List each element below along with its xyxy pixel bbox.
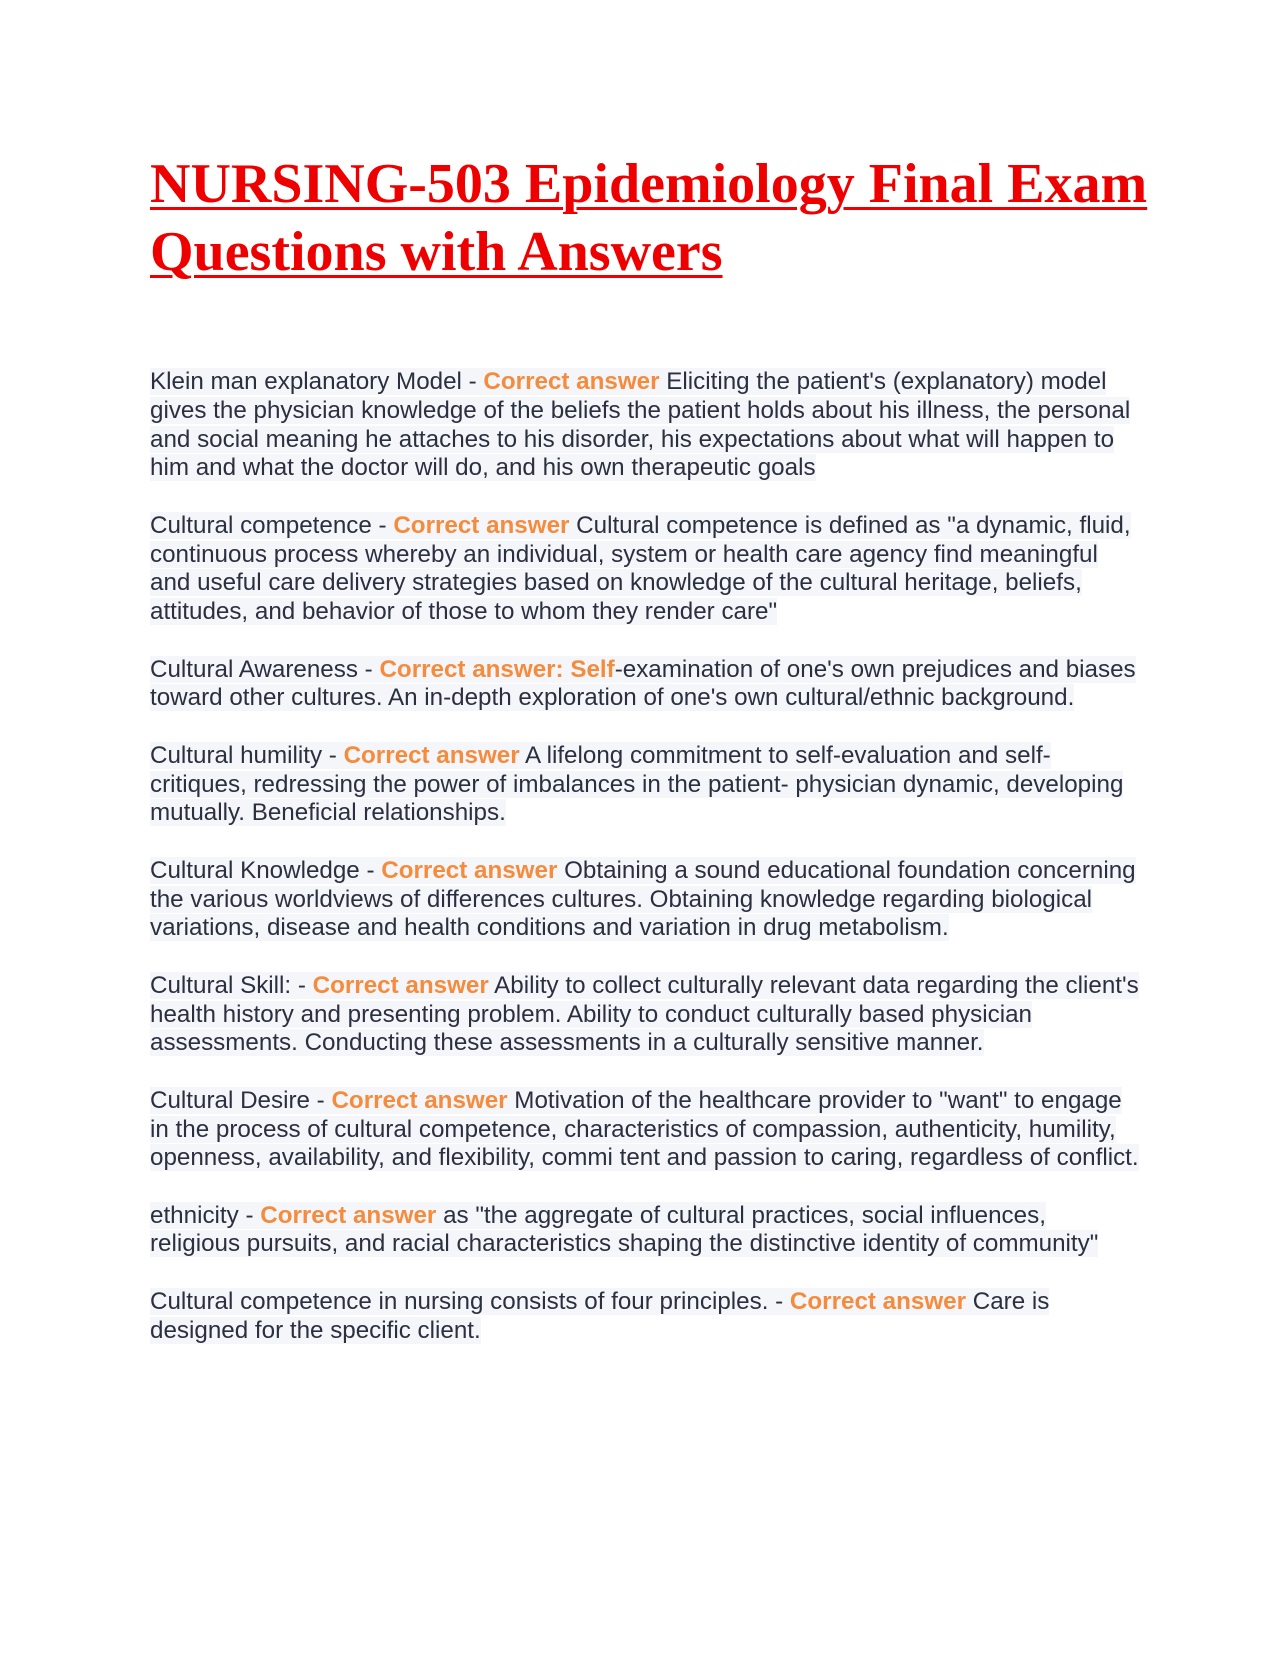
correct-answer-label: Correct answer bbox=[393, 511, 570, 539]
correct-answer-label: Correct answer bbox=[260, 1201, 437, 1229]
entry-term: Cultural humility - bbox=[150, 741, 344, 769]
qa-entry bbox=[150, 1087, 1140, 1173]
entry-answer: Care is designed for the specific client. bbox=[150, 1287, 1050, 1344]
correct-answer-label: Correct answer: Self bbox=[379, 655, 615, 683]
correct-answer-label: Correct answer bbox=[312, 971, 489, 999]
entry-term: Cultural Knowledge - bbox=[150, 856, 382, 884]
qa-entry bbox=[150, 1288, 1140, 1346]
correct-answer-label: Correct answer bbox=[331, 1086, 508, 1114]
qa-entry bbox=[150, 972, 1140, 1058]
entry-answer: A lifelong commitment to self-evaluation and self-critiques, redressing the power of imbalances in the patient- physician dynamic, developing mutually. Beneficial relationships. bbox=[150, 741, 1124, 827]
entry-term: Cultural Awareness - bbox=[150, 655, 380, 683]
qa-entry bbox=[150, 512, 1140, 627]
entry-answer: as "the aggregate of cultural practices, social influences, religious pursuits, and racial characteristics shaping the distinctive identity of community" bbox=[150, 1201, 1099, 1258]
entry-answer: Eliciting the patient's (explanatory) model gives the physician knowledge of the beliefs the patient holds about his illness, the personal and social meaning he attaches to his disorder, his expectations about what will happen to him and what the doctor will do, and his own therapeutic goals bbox=[150, 368, 1131, 482]
entry-answer: Obtaining a sound educational foundation concerning the various worldviews of differences cultures. Obtaining knowledge regarding biological variations, disease and health conditions and variation in drug metabolism. bbox=[150, 856, 1136, 942]
qa-entry bbox=[150, 742, 1140, 828]
qa-entry bbox=[150, 1202, 1140, 1260]
entry-answer: Ability to collect culturally relevant data regarding the client's health history and presenting problem. Ability to conduct culturally based physician assessments. Conducting these assessments in a culturally sensitive manner. bbox=[150, 971, 1139, 1057]
correct-answer-label: Correct answer bbox=[789, 1287, 967, 1315]
qa-entry bbox=[150, 656, 1140, 714]
correct-answer-label: Correct answer bbox=[343, 741, 520, 769]
entry-answer: -examination of one's own prejudices and biases toward other cultures. An in-depth exploration of one's own cultural/ethnic background. bbox=[150, 655, 1136, 712]
entry-answer: Cultural competence is defined as "a dynamic, fluid, continuous process whereby an individual, system or health care agency find meaningful and useful care delivery strategies based on knowledge of the cultural heritage, beliefs, attitudes, and behavior of those to whom they render care" bbox=[150, 511, 1131, 626]
entry-term: Cultural competence in nursing consists of four principles. - bbox=[150, 1287, 790, 1315]
entry-term: Klein man explanatory Model - bbox=[150, 368, 484, 395]
correct-answer-label: Correct answer bbox=[483, 368, 660, 395]
correct-answer-label: Correct answer bbox=[381, 856, 558, 884]
qa-entry bbox=[150, 857, 1140, 943]
entry-term: ethnicity - bbox=[150, 1201, 261, 1229]
entry-term: Cultural Skill: - bbox=[150, 971, 313, 999]
entry-term: Cultural Desire - bbox=[150, 1086, 332, 1114]
entry-answer: Motivation of the healthcare provider to "want" to engage in the process of cultural competence, characteristics of compassion, authenticity, humility, openness, availability, and flexibility, commi tent and passion to caring, regardless of conflict. bbox=[150, 1086, 1139, 1172]
qa-entry bbox=[150, 368, 1140, 483]
qa-list bbox=[150, 368, 1140, 1374]
entry-term: Cultural competence - bbox=[150, 511, 394, 539]
document-title: NURSING-503 Epidemiology Final Exam Questions with Answers bbox=[150, 153, 1148, 283]
